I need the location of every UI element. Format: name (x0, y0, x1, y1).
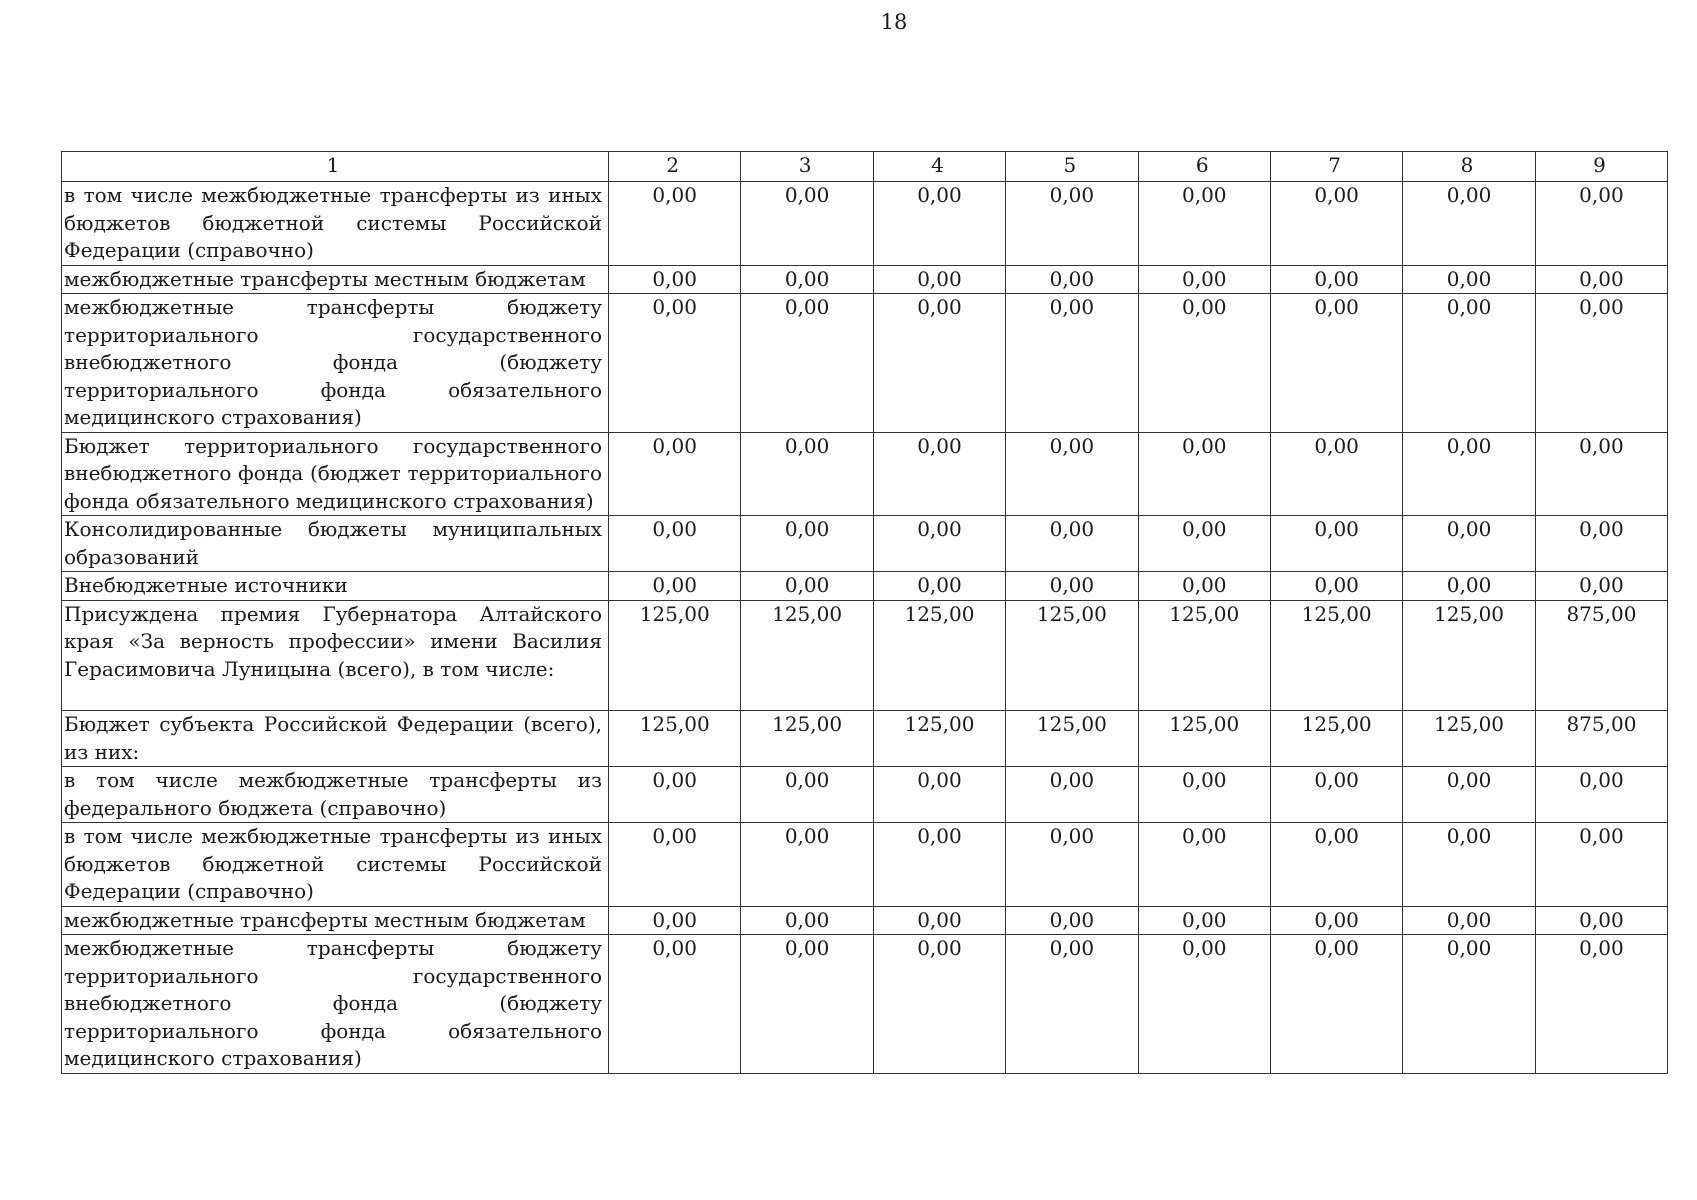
column-header: 5 (1006, 152, 1138, 182)
value-cell: 0,00 (1535, 516, 1667, 572)
value-cell: 0,00 (1006, 432, 1138, 516)
value-cell: 0,00 (1535, 182, 1667, 266)
value-cell: 0,00 (1270, 572, 1402, 601)
value-cell: 0,00 (1138, 906, 1270, 935)
value-cell: 125,00 (609, 711, 741, 767)
value-cell: 0,00 (609, 767, 741, 823)
table-row (62, 767, 1668, 823)
value-cell: 0,00 (609, 265, 741, 294)
value-cell: 0,00 (1006, 265, 1138, 294)
value-cell: 125,00 (741, 600, 873, 711)
value-cell: 125,00 (1403, 711, 1535, 767)
value-cell: 0,00 (1535, 906, 1667, 935)
value-cell: 0,00 (1006, 516, 1138, 572)
value-cell: 0,00 (1535, 432, 1667, 516)
value-cell: 0,00 (609, 182, 741, 266)
value-cell: 0,00 (1138, 572, 1270, 601)
row-label: Бюджет территориального государственного внебюджетного фонда (бюджет территориального фонда обязательного медицинского страхования) (62, 432, 609, 516)
value-cell: 0,00 (1535, 767, 1667, 823)
value-cell: 0,00 (1138, 823, 1270, 907)
value-cell: 125,00 (1006, 711, 1138, 767)
value-cell: 0,00 (609, 906, 741, 935)
table-row (62, 935, 1668, 1074)
value-cell: 0,00 (873, 572, 1005, 601)
row-label: Консолидированные бюджеты муниципальных образований (62, 516, 609, 572)
value-cell: 0,00 (1006, 935, 1138, 1074)
value-cell: 0,00 (1138, 935, 1270, 1074)
row-label: в том числе межбюджетные трансферты из федерального бюджета (справочно) (62, 767, 609, 823)
value-cell: 0,00 (1270, 906, 1402, 935)
column-header: 9 (1535, 152, 1667, 182)
value-cell: 125,00 (873, 600, 1005, 711)
value-cell: 0,00 (741, 294, 873, 433)
table-row (62, 294, 1668, 433)
table-row (62, 516, 1668, 572)
value-cell: 0,00 (1006, 906, 1138, 935)
row-label: в том числе межбюджетные трансферты из иных бюджетов бюджетной системы Российской Федерации (справочно) (62, 823, 609, 907)
row-label: межбюджетные трансферты бюджету территориального государственного внебюджетного фонда (бюджету территориального фонда обязательного медицинского страхования) (62, 935, 609, 1074)
value-cell: 0,00 (873, 516, 1005, 572)
table-row (62, 906, 1668, 935)
column-header: 4 (873, 152, 1005, 182)
table-row (62, 432, 1668, 516)
value-cell: 0,00 (1270, 823, 1402, 907)
column-header: 3 (741, 152, 873, 182)
value-cell: 0,00 (1006, 182, 1138, 266)
value-cell: 125,00 (1138, 600, 1270, 711)
value-cell: 0,00 (873, 182, 1005, 266)
value-cell: 0,00 (609, 294, 741, 433)
value-cell: 125,00 (609, 600, 741, 711)
table-row (62, 265, 1668, 294)
value-cell: 0,00 (1535, 823, 1667, 907)
value-cell: 875,00 (1535, 600, 1667, 711)
header-row (62, 152, 1668, 182)
value-cell: 0,00 (1403, 906, 1535, 935)
column-header: 2 (609, 152, 741, 182)
value-cell: 0,00 (1270, 432, 1402, 516)
column-header: 1 (62, 152, 609, 182)
value-cell: 0,00 (1403, 516, 1535, 572)
value-cell: 0,00 (1270, 265, 1402, 294)
row-label: Бюджет субъекта Российской Федерации (всего), из них: (62, 711, 609, 767)
value-cell: 0,00 (1270, 935, 1402, 1074)
value-cell: 0,00 (741, 572, 873, 601)
value-cell: 0,00 (1270, 294, 1402, 433)
table-row (62, 572, 1668, 601)
table-row (62, 182, 1668, 266)
value-cell: 0,00 (1403, 935, 1535, 1074)
value-cell: 0,00 (741, 823, 873, 907)
value-cell: 0,00 (1006, 572, 1138, 601)
row-label: в том числе межбюджетные трансферты из иных бюджетов бюджетной системы Российской Федерации (справочно) (62, 182, 609, 266)
value-cell: 0,00 (741, 767, 873, 823)
value-cell: 125,00 (741, 711, 873, 767)
value-cell: 125,00 (1270, 711, 1402, 767)
value-cell: 0,00 (1138, 265, 1270, 294)
value-cell: 0,00 (1535, 265, 1667, 294)
value-cell: 0,00 (1403, 432, 1535, 516)
value-cell: 125,00 (1138, 711, 1270, 767)
value-cell: 125,00 (1270, 600, 1402, 711)
value-cell: 0,00 (1138, 767, 1270, 823)
value-cell: 0,00 (741, 182, 873, 266)
budget-table (61, 151, 1668, 1074)
value-cell: 0,00 (609, 823, 741, 907)
value-cell: 125,00 (1403, 600, 1535, 711)
row-label: Внебюджетные источники (62, 572, 609, 601)
column-header: 7 (1270, 152, 1402, 182)
row-label: межбюджетные трансферты бюджету территориального государственного внебюджетного фонда (бюджету территориального фонда обязательного медицинского страхования) (62, 294, 609, 433)
value-cell: 0,00 (1403, 823, 1535, 907)
value-cell: 0,00 (873, 935, 1005, 1074)
value-cell: 0,00 (609, 432, 741, 516)
value-cell: 125,00 (873, 711, 1005, 767)
value-cell: 0,00 (1403, 182, 1535, 266)
value-cell: 875,00 (1535, 711, 1667, 767)
value-cell: 0,00 (1138, 294, 1270, 433)
value-cell: 0,00 (873, 823, 1005, 907)
column-header: 8 (1403, 152, 1535, 182)
value-cell: 0,00 (873, 767, 1005, 823)
value-cell: 0,00 (1403, 572, 1535, 601)
value-cell: 0,00 (873, 906, 1005, 935)
value-cell: 0,00 (741, 516, 873, 572)
column-header: 6 (1138, 152, 1270, 182)
value-cell: 0,00 (1006, 294, 1138, 433)
value-cell: 0,00 (609, 572, 741, 601)
table-row (62, 823, 1668, 907)
value-cell: 0,00 (1138, 516, 1270, 572)
table-row (62, 600, 1668, 711)
value-cell: 0,00 (609, 516, 741, 572)
value-cell: 0,00 (1403, 767, 1535, 823)
value-cell: 0,00 (1270, 767, 1402, 823)
value-cell: 0,00 (1403, 265, 1535, 294)
value-cell: 0,00 (1138, 182, 1270, 266)
value-cell: 0,00 (1006, 823, 1138, 907)
page-number: 18 (880, 10, 908, 34)
row-label: межбюджетные трансферты местным бюджетам (62, 906, 609, 935)
value-cell: 0,00 (1535, 935, 1667, 1074)
value-cell: 0,00 (873, 294, 1005, 433)
value-cell: 0,00 (741, 432, 873, 516)
value-cell: 0,00 (1270, 516, 1402, 572)
value-cell: 0,00 (609, 935, 741, 1074)
value-cell: 0,00 (1535, 572, 1667, 601)
value-cell: 0,00 (1403, 294, 1535, 433)
value-cell: 0,00 (1535, 294, 1667, 433)
value-cell: 0,00 (873, 265, 1005, 294)
row-label: межбюджетные трансферты местным бюджетам (62, 265, 609, 294)
row-label: Присуждена премия Губернатора Алтайского края «За верность профессии» имени Василия Герасимовича Луницына (всего), в том числе: (62, 600, 609, 711)
table-row (62, 711, 1668, 767)
value-cell: 0,00 (1006, 767, 1138, 823)
value-cell: 0,00 (1270, 182, 1402, 266)
value-cell: 0,00 (741, 906, 873, 935)
value-cell: 0,00 (741, 935, 873, 1074)
value-cell: 125,00 (1006, 600, 1138, 711)
value-cell: 0,00 (1138, 432, 1270, 516)
value-cell: 0,00 (741, 265, 873, 294)
value-cell: 0,00 (873, 432, 1005, 516)
